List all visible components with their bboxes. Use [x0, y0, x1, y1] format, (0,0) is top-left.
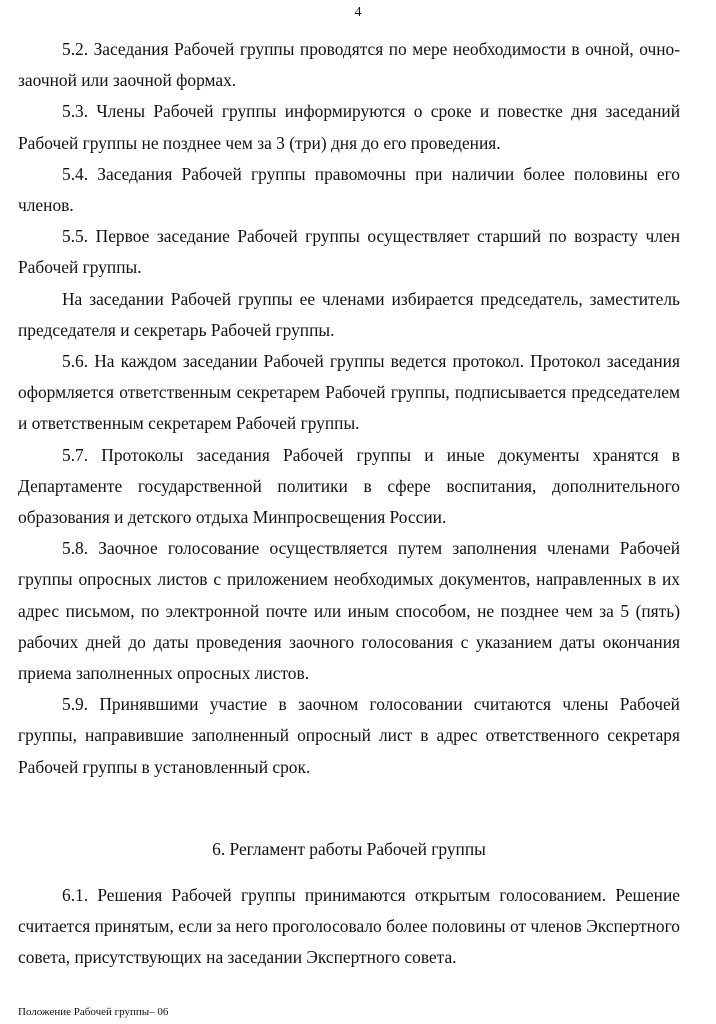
- paragraph-5-5-cont: На заседании Рабочей группы ее членами избирается председатель, заместитель председателя и секретарь Рабочей группы.: [18, 288, 680, 340]
- paragraph-5-5: 5.5. Первое заседание Рабочей группы осуществляет старший по возрасту член Рабочей группы.: [18, 226, 680, 278]
- document-body: [18, 34, 680, 783]
- page-number: 4: [354, 5, 362, 20]
- paragraph-5-4: 5.4. Заседания Рабочей группы правомочны при наличии более половины его членов.: [18, 163, 680, 216]
- paragraph-5-2: 5.2. Заседания Рабочей группы проводятся по мере необходимости в очной, очно-заочной или заочной формах.: [18, 39, 680, 91]
- section-title: 6. Регламент работы Рабочей группы: [212, 839, 486, 859]
- paragraph-5-6: 5.6. На каждом заседании Рабочей группы ведется протокол. Протокол заседания оформляется ответственным секретарем Рабочей группы, подписывается председателем и ответственным секретарем Рабочей группы.: [18, 351, 680, 434]
- paragraph-5-7: 5.7. Протоколы заседания Рабочей группы и иные документы хранятся в Департаменте государственной политики в сфере воспитания, дополнительного образования и детского отдыха Минпросвещения России.: [18, 444, 680, 528]
- section-body: [18, 880, 680, 974]
- paragraph-5-8: 5.8. Заочное голосование осуществляется путем заполнения членами Рабочей группы опросных листов с приложением необходимых документов, направленных в их адрес письмом, по электронной почте или иным способом, не позднее чем за 5 (пять) рабочих дней до даты проведения заочного голосования с указанием даты окончания приема заполненных опросных листов.: [18, 538, 680, 684]
- paragraph-5-9: 5.9. Принявшими участие в заочном голосовании считаются члены Рабочей группы, направившие заполненный опросный лист в адрес ответственного секретаря Рабочей группы в установленный срок.: [18, 694, 680, 777]
- footer-text: Положение Рабочей группы– 06: [18, 1006, 169, 1018]
- paragraph-5-3: 5.3. Члены Рабочей группы информируются о сроке и повестке дня заседаний Рабочей группы не позднее чем за 3 (три) дня до его проведения.: [18, 101, 680, 153]
- paragraph-6-1: 6.1. Решения Рабочей группы принимаются открытым голосованием. Решение считается принятым, если за него проголосовало более половины от членов Экспертного совета, присутствующих на заседании Экспертного совета.: [18, 885, 680, 968]
